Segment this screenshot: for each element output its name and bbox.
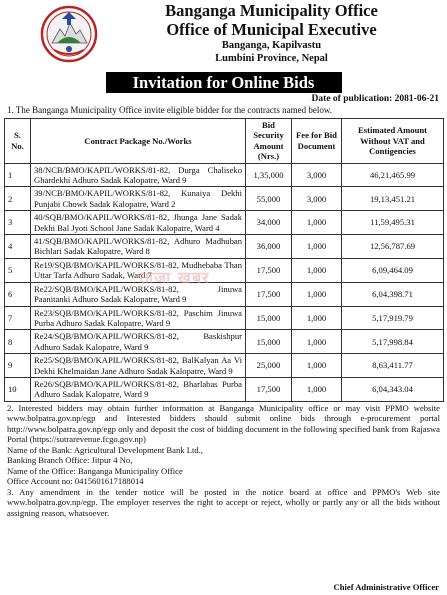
cell-fee: 1,000	[292, 235, 342, 259]
cell-estimate: 6,04,398.71	[342, 282, 444, 306]
cell-sn: 7	[5, 306, 31, 330]
watermark: ताजा खबर	[140, 268, 210, 287]
cell-work: Re23/SQB/BMO/KAPIL/WORKS/81-82, Paschim Jinuwa Purba Adhuro Sadak Kalopatre, Ward 9	[31, 306, 246, 330]
cell-fee: 1,000	[292, 306, 342, 330]
cell-work: 40/SQB/BMO/KAPIL/WORKS/81-82, Jhunga Jane Sadak Dekhi Bal Jyoti School Jane Sadak Kalopatre, Ward 4	[31, 211, 246, 235]
office-name-line: Name of the Office: Banganga Municipality Office	[7, 465, 183, 476]
cell-estimate: 12,56,787.69	[342, 235, 444, 259]
table-row	[5, 211, 444, 235]
cell-sn: 9	[5, 354, 31, 378]
notice-banner: Invitation for Online Bids	[106, 72, 342, 93]
cell-amount: 15,000	[246, 306, 292, 330]
cell-work: Re26/SQB/BMO/KAPIL/WORKS/81-82, Bharlabas Purba Adhuro Sadak Kalopatre, Ward 9	[31, 377, 246, 401]
publication-date: Date of publication: 2081-06-21	[311, 94, 439, 104]
header-fee: Fee for Bid Document	[292, 119, 342, 164]
cell-estimate: 46,21,465.99	[342, 163, 444, 187]
cell-estimate: 8,63,411.77	[342, 354, 444, 378]
cell-sn: 6	[5, 282, 31, 306]
cell-estimate: 6,09,464.09	[342, 258, 444, 282]
cell-amount: 17,500	[246, 377, 292, 401]
office-address: Banganga, Kapilvastu	[221, 40, 322, 51]
table-row	[5, 377, 444, 401]
cell-estimate: 19,13,451.21	[342, 187, 444, 211]
cell-fee: 1,000	[292, 330, 342, 354]
office-province: Lumbini Province, Nepal	[215, 53, 328, 64]
intro-paragraph: 1. The Banganga Municipality Office invite eligible bidder for the contracts named below.	[7, 105, 332, 115]
cell-work: 41/SQB/BMO/KAPIL/WORKS/81-82, Adhuro Madhuban Bichlari Sadak Kalopatre, Ward 8	[31, 235, 246, 259]
office-titles	[104, 1, 439, 65]
cell-fee: 1,000	[292, 282, 342, 306]
office-subtitle: Office of Municipal Executive	[166, 20, 377, 39]
cell-sn: 3	[5, 211, 31, 235]
cell-amount: 17,500	[246, 282, 292, 306]
table-row	[5, 330, 444, 354]
cell-work: Re25/SQB/BMO/KAPIL/WORKS/81-82, BalKalyan Aa Vi Dekhi Khelmaidan Jane Adhuro Sadak Kalopatre, Ward 9	[31, 354, 246, 378]
cell-amount: 15,000	[246, 330, 292, 354]
cell-fee: 3,000	[292, 163, 342, 187]
cell-fee: 1,000	[292, 258, 342, 282]
bank-name: Name of the Bank: Agricultural Development Bank Ltd.,	[7, 444, 203, 455]
office-name: Banganga Municipality Office	[165, 1, 378, 20]
cell-fee: 3,000	[292, 187, 342, 211]
cell-work: Re24/SQB/BMO/KAPIL/WORKS/81-82, Baskishpur Adhuro Sadak Kalopatre, Ward 9	[31, 330, 246, 354]
table-row	[5, 282, 444, 306]
cell-estimate: 11,59,495.31	[342, 211, 444, 235]
cell-estimate: 6,04,343.04	[342, 377, 444, 401]
header-work: Contract Package No./Works	[31, 119, 246, 164]
note-3: 3. Any amendment in the tender notice will be posted in the notice board at office and PPMO's Web site www.bolpatra.gov.np/egp. The employer reserves the right to accept or reject, wholly or partly any or all the bids without assigning reason, whatsoever.	[7, 486, 440, 518]
table-row	[5, 354, 444, 378]
notice-header	[4, 0, 443, 72]
cell-amount: 36,000	[246, 235, 292, 259]
cell-amount: 34,000	[246, 211, 292, 235]
cell-work: 38/NCB/BMO/KAPIL/WORKS/81-82, Durga Chaliseko Ghardekhi Adhuro Sadak Kalopatre, Ward 9	[31, 163, 246, 187]
table-row	[5, 163, 444, 187]
cell-estimate: 5,17,998.84	[342, 330, 444, 354]
cell-work: Re19/SQB/BMO/KAPIL/WORKS/81-82, Mudhebaba Than Uttar Tarfa Adhuro Sadak, Ward 7	[31, 258, 246, 282]
note-2: 2. Interested bidders may obtain further information at Banganga Municipality office or may visit PPMO website www.bolpatra.gov.np/egp and Interested bidders should submit online bids through e-procurement portal http://www.bolpatra.gov.np/egp only and deposit the cost of bidding document in the following specified bank from Rajaswa Portal (https://sutrarevenue.fcgo.gov.np)	[7, 402, 440, 445]
cell-fee: 1,000	[292, 377, 342, 401]
signoff: Chief Administrative Officer	[333, 582, 439, 592]
government-emblem-icon	[40, 3, 98, 65]
notice-notes	[4, 402, 443, 519]
bids-table	[4, 118, 444, 402]
cell-amount: 55,000	[246, 187, 292, 211]
cell-fee: 1,000	[292, 354, 342, 378]
cell-estimate: 5,17,919.79	[342, 306, 444, 330]
cell-sn: 8	[5, 330, 31, 354]
cell-sn: 10	[5, 377, 31, 401]
cell-work: 39/NCB/BMO/KAPIL/WORKS/81-82, Kunaiya Dekhi Punjabi Chowk Sadak Kalopatre, Ward 2	[31, 187, 246, 211]
account-number: Office Account no: 0415601617188014	[7, 476, 144, 487]
bank-branch: Banking Branch Office: Jitpur 4 No,	[7, 455, 133, 466]
cell-sn: 5	[5, 258, 31, 282]
cell-amount: 1,35,000	[246, 163, 292, 187]
cell-sn: 4	[5, 235, 31, 259]
header-amount: Bid Security Amount (Nrs.)	[246, 119, 292, 164]
cell-fee: 1,000	[292, 211, 342, 235]
cell-sn: 2	[5, 187, 31, 211]
table-row	[5, 258, 444, 282]
cell-amount: 17,500	[246, 258, 292, 282]
table-row	[5, 187, 444, 211]
header-sn: S. No.	[5, 119, 31, 164]
table-row	[5, 235, 444, 259]
cell-amount: 25,000	[246, 354, 292, 378]
cell-sn: 1	[5, 163, 31, 187]
table-header-row	[5, 119, 444, 164]
header-estimate: Estimated Amount Without VAT and Contigencies	[342, 119, 444, 164]
table-row	[5, 306, 444, 330]
cell-work: Re22/SQB/BMO/KAPIL/WORKS/81-82, Jinuwa Paanitanki Adhuro Sadak Kalopatre, Ward 9	[31, 282, 246, 306]
